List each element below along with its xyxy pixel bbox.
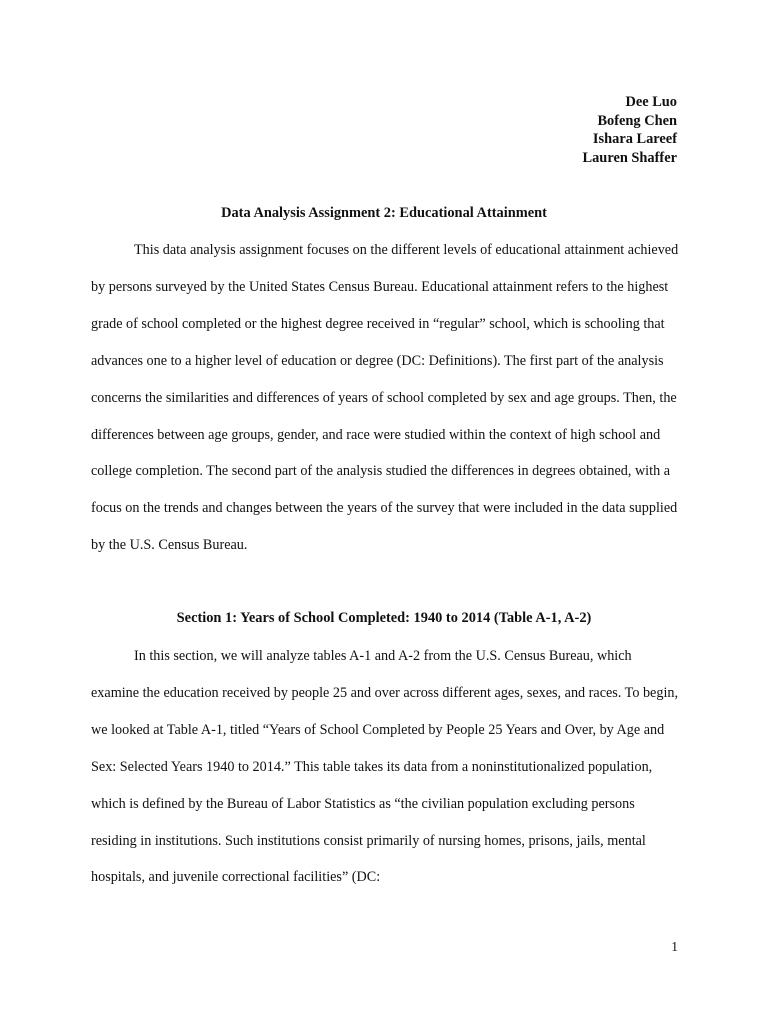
page-number: 1 [671, 939, 678, 954]
author-list [583, 93, 677, 167]
document-title: Data Analysis Assignment 2: Educational Attainment [221, 205, 547, 221]
section-paragraph: In this section, we will analyze tables A-1 and A-2 from the U.S. Census Bureau, which examine the education received by people 25 and over across different ages, sexes, and races. To begin, we looked at Table A-1, titled “Years of School Completed by People 25 Years and Over, by Age and Sex: Selected Years 1940 to 2014.” This table takes its data from a noninstitutionalized population, which is defined by the Bureau of Labor Statistics as “the civilian population excluding persons residing in institutions. Such institutions consist primarily of nursing homes, prisons, jails, mental hospitals, and juvenile correctional facilities” (DC: [91, 648, 679, 886]
author-name: Ishara Lareef [592, 131, 677, 147]
author-name: Bofeng Chen [597, 112, 677, 129]
section-heading: Section 1: Years of School Completed: 1940 to 2014 (Table A-1, A-2) [176, 610, 592, 626]
author-name: Dee Luo [625, 94, 677, 110]
intro-paragraph: This data analysis assignment focuses on the different levels of educational attainment achieved by persons surveyed by the United States Census Bureau. Educational attainment refers to the highest grade of school completed or the highest degree received in “regular” school, which is schooling that advances one to a higher level of education or degree (DC: Definitions). The first part of the analysis concerns the similarities and differences of years of school completed by sex and age groups. Then, the differences between age groups, gender, and race were studied within the context of high school and college completion. The second part of the analysis studied the differences in degrees obtained, with a focus on the trends and changes between the years of the survey that were included in the data supplied by the U.S. Census Bureau. [91, 242, 679, 554]
author-name: Lauren Shaffer [582, 149, 677, 166]
